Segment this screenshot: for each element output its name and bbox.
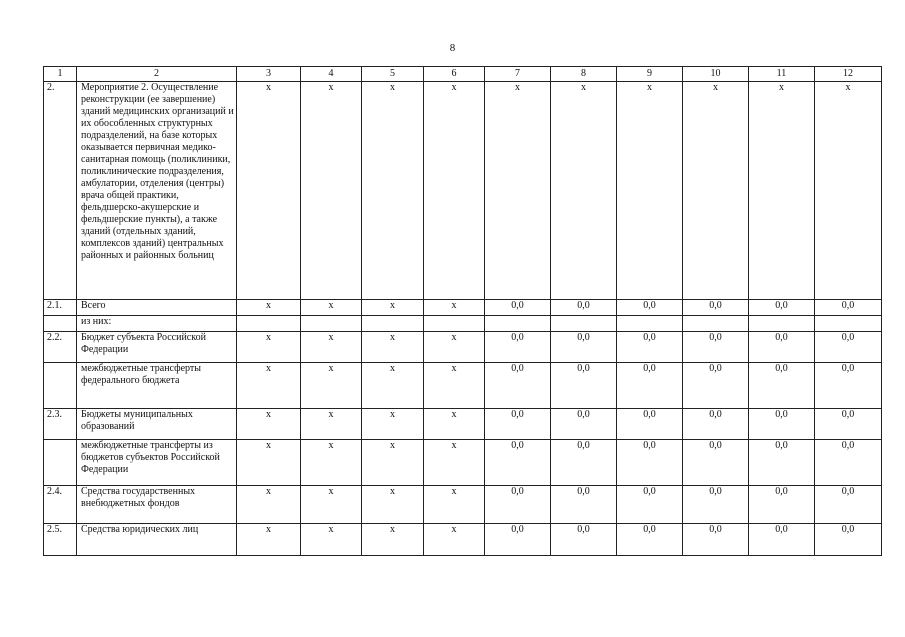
value-cell: x [237, 332, 301, 363]
value-cell: x [237, 409, 301, 440]
value-cell: x [362, 486, 424, 524]
value-cell: x [301, 300, 362, 316]
value-cell: x [617, 82, 683, 300]
value-cell: 0,0 [485, 332, 551, 363]
value-cell: 0,0 [815, 300, 882, 316]
value-cell: x [237, 300, 301, 316]
value-cell [301, 316, 362, 332]
value-cell: x [237, 524, 301, 556]
value-cell [617, 316, 683, 332]
value-cell: 0,0 [485, 300, 551, 316]
value-cell: x [424, 82, 485, 300]
header-cell: 4 [301, 67, 362, 82]
header-cell: 3 [237, 67, 301, 82]
value-cell: x [749, 82, 815, 300]
row-number-cell: 2.3. [44, 409, 77, 440]
value-cell: x [362, 363, 424, 409]
value-cell: x [424, 300, 485, 316]
value-cell: x [301, 440, 362, 486]
value-cell: x [424, 524, 485, 556]
value-cell: x [237, 486, 301, 524]
value-cell: 0,0 [617, 440, 683, 486]
value-cell: 0,0 [683, 332, 749, 363]
value-cell: x [424, 409, 485, 440]
value-cell: x [424, 486, 485, 524]
row-number-cell [44, 440, 77, 486]
value-cell: x [362, 300, 424, 316]
table-row [44, 409, 882, 440]
value-cell: 0,0 [683, 363, 749, 409]
value-cell [551, 316, 617, 332]
row-number-cell: 2.5. [44, 524, 77, 556]
value-cell: 0,0 [683, 486, 749, 524]
value-cell: 0,0 [617, 486, 683, 524]
header-cell: 9 [617, 67, 683, 82]
value-cell: x [362, 524, 424, 556]
value-cell: 0,0 [749, 300, 815, 316]
row-number-cell: 2.4. [44, 486, 77, 524]
header-cell: 5 [362, 67, 424, 82]
value-cell: x [301, 363, 362, 409]
table-row [44, 524, 882, 556]
value-cell: x [362, 440, 424, 486]
value-cell: 0,0 [617, 300, 683, 316]
value-cell: 0,0 [551, 332, 617, 363]
value-cell: 0,0 [551, 409, 617, 440]
value-cell: x [683, 82, 749, 300]
row-description-cell: Мероприятие 2. Осуществление реконструкции (ее завершение) зданий медицинских организаций и их обособленных структурных подразделений, на базе которых оказывается первичная медико-санитарная помощь (поликлиники, поликлинические подразделения, амбулатории, отделения (центры) врача общей практики, фельдшерско-акушерские и фельдшерские пункты), а также зданий (отдельных зданий, комплексов зданий) центральных районных и районных больниц [77, 82, 237, 300]
row-description-cell: Средства юридических лиц [77, 524, 237, 556]
value-cell: x [237, 363, 301, 409]
value-cell: 0,0 [749, 486, 815, 524]
value-cell: 0,0 [683, 300, 749, 316]
table-row [44, 332, 882, 363]
value-cell: x [424, 332, 485, 363]
header-cell: 11 [749, 67, 815, 82]
table-row [44, 363, 882, 409]
value-cell: x [237, 82, 301, 300]
value-cell: x [485, 82, 551, 300]
row-description-cell: Бюджет субъекта Российской Федерации [77, 332, 237, 363]
value-cell: x [237, 440, 301, 486]
table-row [44, 316, 882, 332]
value-cell: 0,0 [749, 409, 815, 440]
value-cell: 0,0 [815, 440, 882, 486]
row-number-cell [44, 316, 77, 332]
row-description-cell: из них: [77, 316, 237, 332]
header-row [44, 67, 882, 82]
value-cell: 0,0 [551, 486, 617, 524]
value-cell: x [815, 82, 882, 300]
value-cell: x [424, 440, 485, 486]
value-cell: 0,0 [815, 409, 882, 440]
value-cell: 0,0 [617, 409, 683, 440]
header-cell: 10 [683, 67, 749, 82]
value-cell [362, 316, 424, 332]
row-description-cell: межбюджетные трансферты федерального бюджета [77, 363, 237, 409]
value-cell: x [301, 486, 362, 524]
table-row [44, 440, 882, 486]
value-cell: x [362, 332, 424, 363]
value-cell: 0,0 [551, 363, 617, 409]
value-cell: x [362, 409, 424, 440]
row-number-cell: 2. [44, 82, 77, 300]
value-cell: 0,0 [551, 524, 617, 556]
value-cell: 0,0 [485, 524, 551, 556]
header-cell: 2 [77, 67, 237, 82]
expenditure-table [43, 66, 882, 556]
row-description-cell: Средства государственных внебюджетных фондов [77, 486, 237, 524]
value-cell: 0,0 [617, 332, 683, 363]
header-cell: 6 [424, 67, 485, 82]
header-cell: 7 [485, 67, 551, 82]
header-cell: 1 [44, 67, 77, 82]
row-description-cell: межбюджетные трансферты из бюджетов субъектов Российской Федерации [77, 440, 237, 486]
row-number-cell: 2.2. [44, 332, 77, 363]
value-cell: 0,0 [617, 363, 683, 409]
value-cell: 0,0 [749, 363, 815, 409]
value-cell [749, 316, 815, 332]
value-cell: 0,0 [617, 524, 683, 556]
value-cell [424, 316, 485, 332]
value-cell [485, 316, 551, 332]
value-cell: 0,0 [749, 524, 815, 556]
value-cell: 0,0 [815, 486, 882, 524]
header-cell: 8 [551, 67, 617, 82]
value-cell: 0,0 [815, 524, 882, 556]
value-cell: x [362, 82, 424, 300]
value-cell: x [301, 524, 362, 556]
value-cell [237, 316, 301, 332]
value-cell: 0,0 [683, 524, 749, 556]
value-cell: 0,0 [749, 332, 815, 363]
value-cell [815, 316, 882, 332]
value-cell: 0,0 [815, 332, 882, 363]
table-row [44, 82, 882, 300]
table-row [44, 486, 882, 524]
table-row [44, 300, 882, 316]
value-cell: x [301, 409, 362, 440]
value-cell: 0,0 [485, 363, 551, 409]
value-cell [683, 316, 749, 332]
value-cell: x [424, 363, 485, 409]
row-number-cell [44, 363, 77, 409]
value-cell: 0,0 [485, 409, 551, 440]
value-cell: 0,0 [485, 440, 551, 486]
value-cell: 0,0 [551, 440, 617, 486]
value-cell: 0,0 [683, 440, 749, 486]
value-cell: x [301, 332, 362, 363]
value-cell: 0,0 [485, 486, 551, 524]
header-cell: 12 [815, 67, 882, 82]
row-description-cell: Бюджеты муниципальных образований [77, 409, 237, 440]
value-cell: x [551, 82, 617, 300]
row-description-cell: Всего [77, 300, 237, 316]
value-cell: 0,0 [551, 300, 617, 316]
page-number: 8 [449, 42, 456, 54]
value-cell: 0,0 [683, 409, 749, 440]
row-number-cell: 2.1. [44, 300, 77, 316]
value-cell: 0,0 [749, 440, 815, 486]
value-cell: x [301, 82, 362, 300]
value-cell: 0,0 [815, 363, 882, 409]
